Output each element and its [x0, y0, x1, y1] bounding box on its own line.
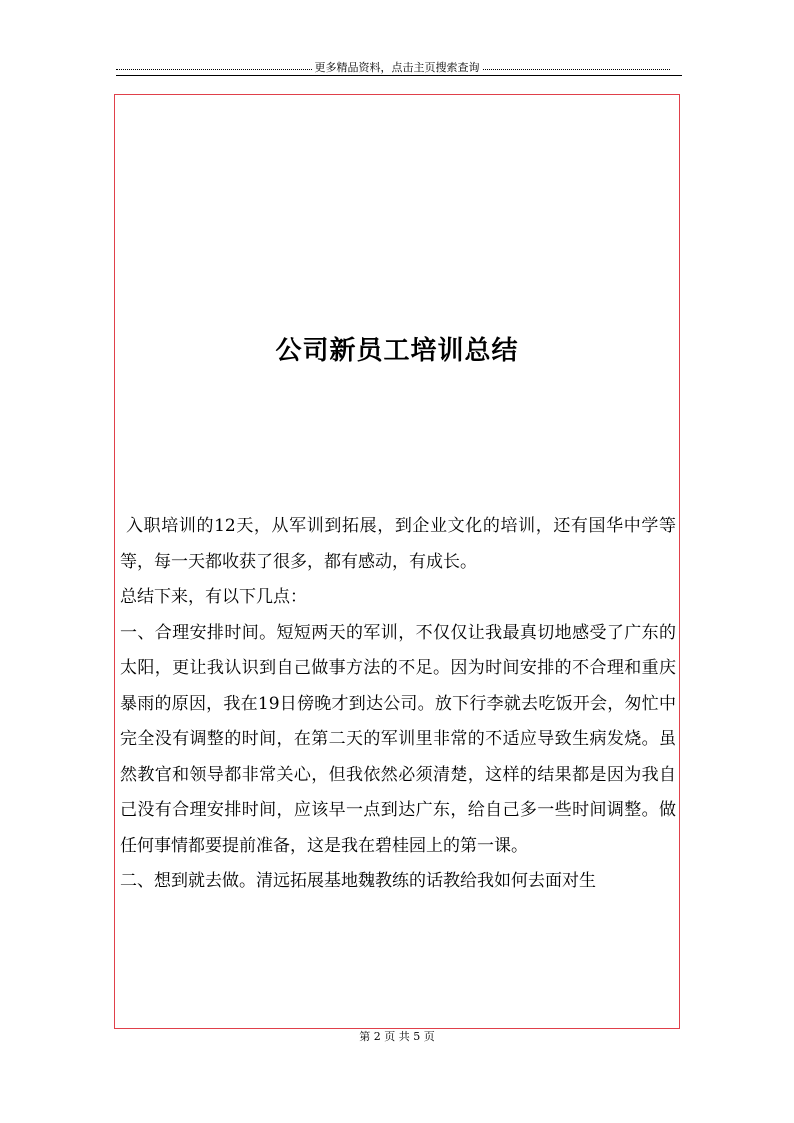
intro-paragraph: 入职培训的12天，从军训到拓展，到企业文化的培训，还有国华中学等等，每一天都收获了很多，都有感动，有成长。	[120, 516, 676, 572]
point-two-paragraph: 二、想到就去做。清远拓展基地魏教练的话教给我如何去面对生	[120, 871, 596, 891]
header-rule	[116, 75, 682, 76]
document-title: 公司新员工培训总结	[275, 336, 519, 366]
page-header	[0, 61, 794, 75]
document-body	[120, 509, 676, 900]
header-link-text[interactable]: 更多精品资料，点击主页搜索查询	[314, 61, 480, 74]
summary-lead-paragraph: 总结下来，有以下几点：	[120, 587, 307, 607]
point-one-paragraph: 一、合理安排时间。短短两天的军训，不仅仅让我最真切地感受了广东的太阳，更让我认识到自己做事方法的不足。因为时间安排的不合理和重庆暴雨的原因，我在19日傍晚才到达公司。放下行李就去吃饭开会，匆忙中完全没有调整的时间，在第二天的军训里非常的不适应导致生病发烧。虽然教官和领导都非常关心，但我依然必须清楚，这样的结果都是因为我自己没有合理安排时间，应该早一点到达广东，给自己多一些时间调整。做任何事情都要提前准备，这是我在碧桂园上的第一课。	[120, 622, 676, 856]
page-number-footer: 第 2 页 共 5 页	[359, 1030, 435, 1043]
